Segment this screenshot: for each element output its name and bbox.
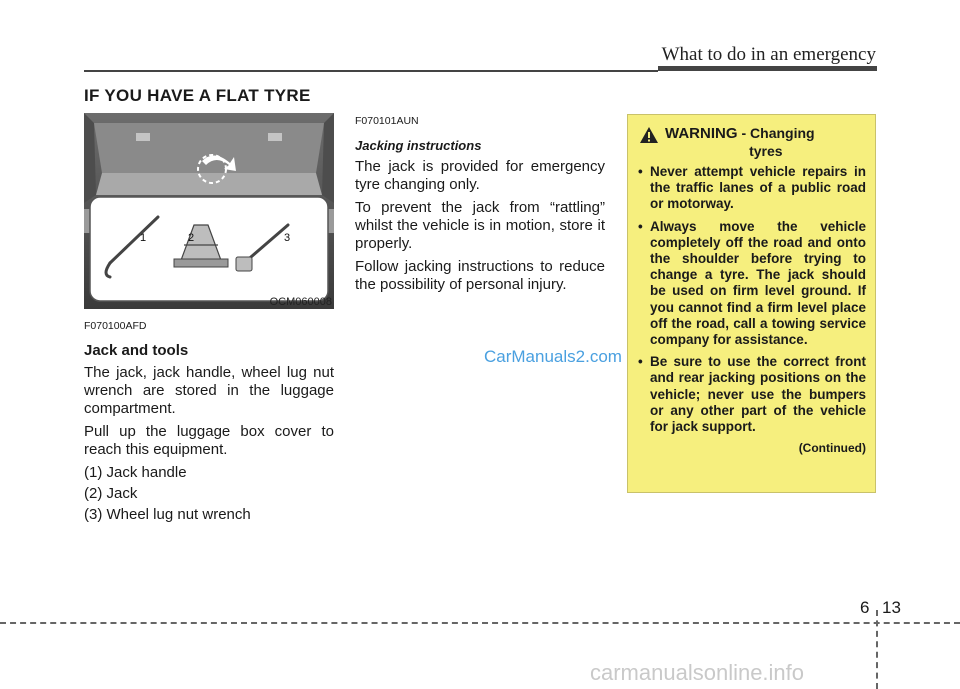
paragraph: Follow jacking instructions to reduce the possibility of personal injury. xyxy=(355,258,605,293)
tool-label-2: 2 xyxy=(188,232,195,244)
warning-subtitle: - Changing xyxy=(741,125,815,141)
tool-label-1: 1 xyxy=(140,232,147,244)
section-code: F070101AUN xyxy=(355,115,419,127)
warning-item: • Be sure to use the correct front and rear jacking positions on the vehicle; never use the bumpers or any other part of the vehicle for jack support. xyxy=(638,354,866,435)
paragraph: The jack is provided for emergency tyre changing only. xyxy=(355,158,605,193)
paragraph: To prevent the jack from “rattling” whilst the vehicle is in motion, store it properly. xyxy=(355,199,605,252)
header-rule-thin xyxy=(84,70,658,72)
footer-rule xyxy=(0,622,960,624)
list-item: (2) Jack xyxy=(84,485,138,502)
paragraph: Pull up the luggage box cover to reach this equipment. xyxy=(84,423,334,458)
watermark-link[interactable]: CarManuals2.com xyxy=(484,347,622,366)
photo-code: OCM060008 xyxy=(269,296,332,308)
warning-subtitle-2: tyres xyxy=(749,143,783,159)
list-item: (3) Wheel lug nut wrench xyxy=(84,506,251,523)
warning-header xyxy=(638,125,866,160)
paragraph: The jack, jack handle, wheel lug nut wrench are stored in the luggage compartment. xyxy=(84,364,334,417)
jacking-instructions-heading: Jacking instructions xyxy=(355,138,482,153)
section-title: IF YOU HAVE A FLAT TYRE xyxy=(84,86,311,105)
site-watermark[interactable]: carmanualsonline.info xyxy=(590,660,805,685)
luggage-tools-photo xyxy=(84,113,334,309)
warning-item: • Always move the vehicle completely off the road and onto the shoulder before trying to change a tyre. The jack should be used on firm level ground. If you cannot find a firm level place off the road, call a towing service company for assistance. xyxy=(638,219,866,349)
chapter-number: 6 xyxy=(860,598,870,617)
left-column xyxy=(84,317,334,527)
middle-column xyxy=(355,112,605,299)
header-title: What to do in an emergency xyxy=(661,44,876,65)
warning-word: WARNING xyxy=(665,125,738,142)
section-code: F070100AFD xyxy=(84,320,147,332)
jack-tools-heading: Jack and tools xyxy=(84,342,189,359)
luggage-illustration xyxy=(84,113,334,309)
continued-label: (Continued) xyxy=(798,441,866,456)
tool-label-3: 3 xyxy=(284,232,291,244)
footer-vertical-rule xyxy=(876,610,878,689)
warning-triangle-icon xyxy=(639,126,659,144)
page-number: 13 xyxy=(882,598,901,617)
list-item: (1) Jack handle xyxy=(84,464,187,481)
warning-item: • Never attempt vehicle repairs in the traffic lanes of a public road or motorway. xyxy=(638,164,866,213)
warning-box xyxy=(627,114,876,493)
warning-list xyxy=(638,164,866,435)
header-rule xyxy=(658,66,877,71)
